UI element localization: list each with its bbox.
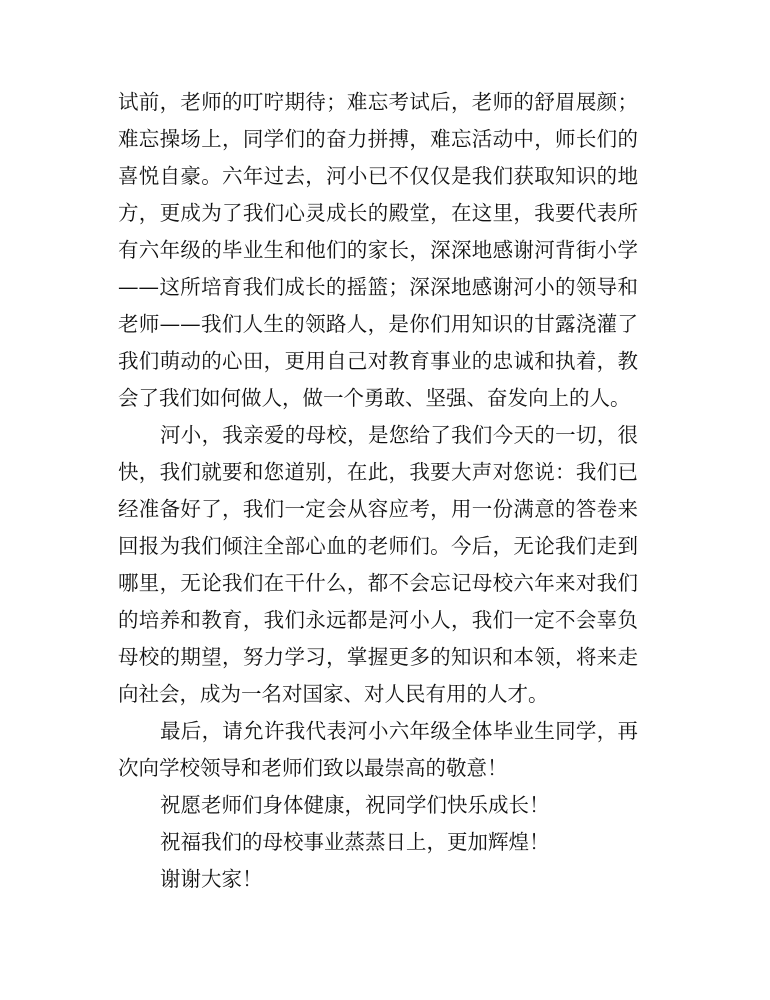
text-line: 老师——我们人生的领路人，是你们用知识的甘露浇灌了: [118, 312, 638, 336]
text-line: 哪里，无论我们在干什么，都不会忘记母校六年来对我们: [118, 571, 638, 595]
text-line: 回报为我们倾注全部心血的老师们。今后，无论我们走到: [118, 534, 638, 558]
text-line: 祝福我们的母校事业蒸蒸日上，更加辉煌！: [160, 830, 550, 854]
speech-text: [118, 84, 638, 898]
text-line: 次向学校领导和老师们致以最崇高的敬意！: [118, 756, 508, 780]
text-line: 经准备好了，我们一定会从容应考，用一份满意的答卷来: [118, 497, 638, 521]
text-line: 我们萌动的心田，更用自己对教育事业的忠诚和执着，教: [118, 349, 638, 373]
text-line: 的培养和教育，我们永远都是河小人，我们一定不会辜负: [118, 608, 638, 632]
text-line: 河小，我亲爱的母校，是您给了我们今天的一切，很: [160, 423, 638, 447]
text-line: 有六年级的毕业生和他们的家长，深深地感谢河背街小学: [118, 238, 638, 262]
text-line: 最后，请允许我代表河小六年级全体毕业生同学，再: [160, 719, 638, 743]
text-line: ——这所培育我们成长的摇篮；深深地感谢河小的领导和: [118, 275, 638, 299]
text-line: 难忘操场上，同学们的奋力拼搏，难忘活动中，师长们的: [118, 127, 638, 151]
text-line: 会了我们如何做人，做一个勇敢、坚强、奋发向上的人。: [118, 386, 631, 410]
text-line: 向社会，成为一名对国家、对人民有用的人才。: [118, 682, 549, 706]
text-line: 喜悦自豪。六年过去，河小已不仅仅是我们获取知识的地: [118, 164, 638, 188]
text-line: 方，更成为了我们心灵成长的殿堂，在这里，我要代表所: [118, 201, 638, 225]
text-line: 试前，老师的叮咛期待；难忘考试后，老师的舒眉展颜；: [118, 90, 638, 114]
text-line: 快，我们就要和您道别，在此，我要大声对您说：我们已: [118, 460, 638, 484]
text-line: 母校的期望，努力学习，掌握更多的知识和本领，将来走: [118, 645, 638, 669]
text-line: 谢谢大家！: [160, 867, 263, 891]
text-line: 祝愿老师们身体健康，祝同学们快乐成长！: [160, 793, 550, 817]
